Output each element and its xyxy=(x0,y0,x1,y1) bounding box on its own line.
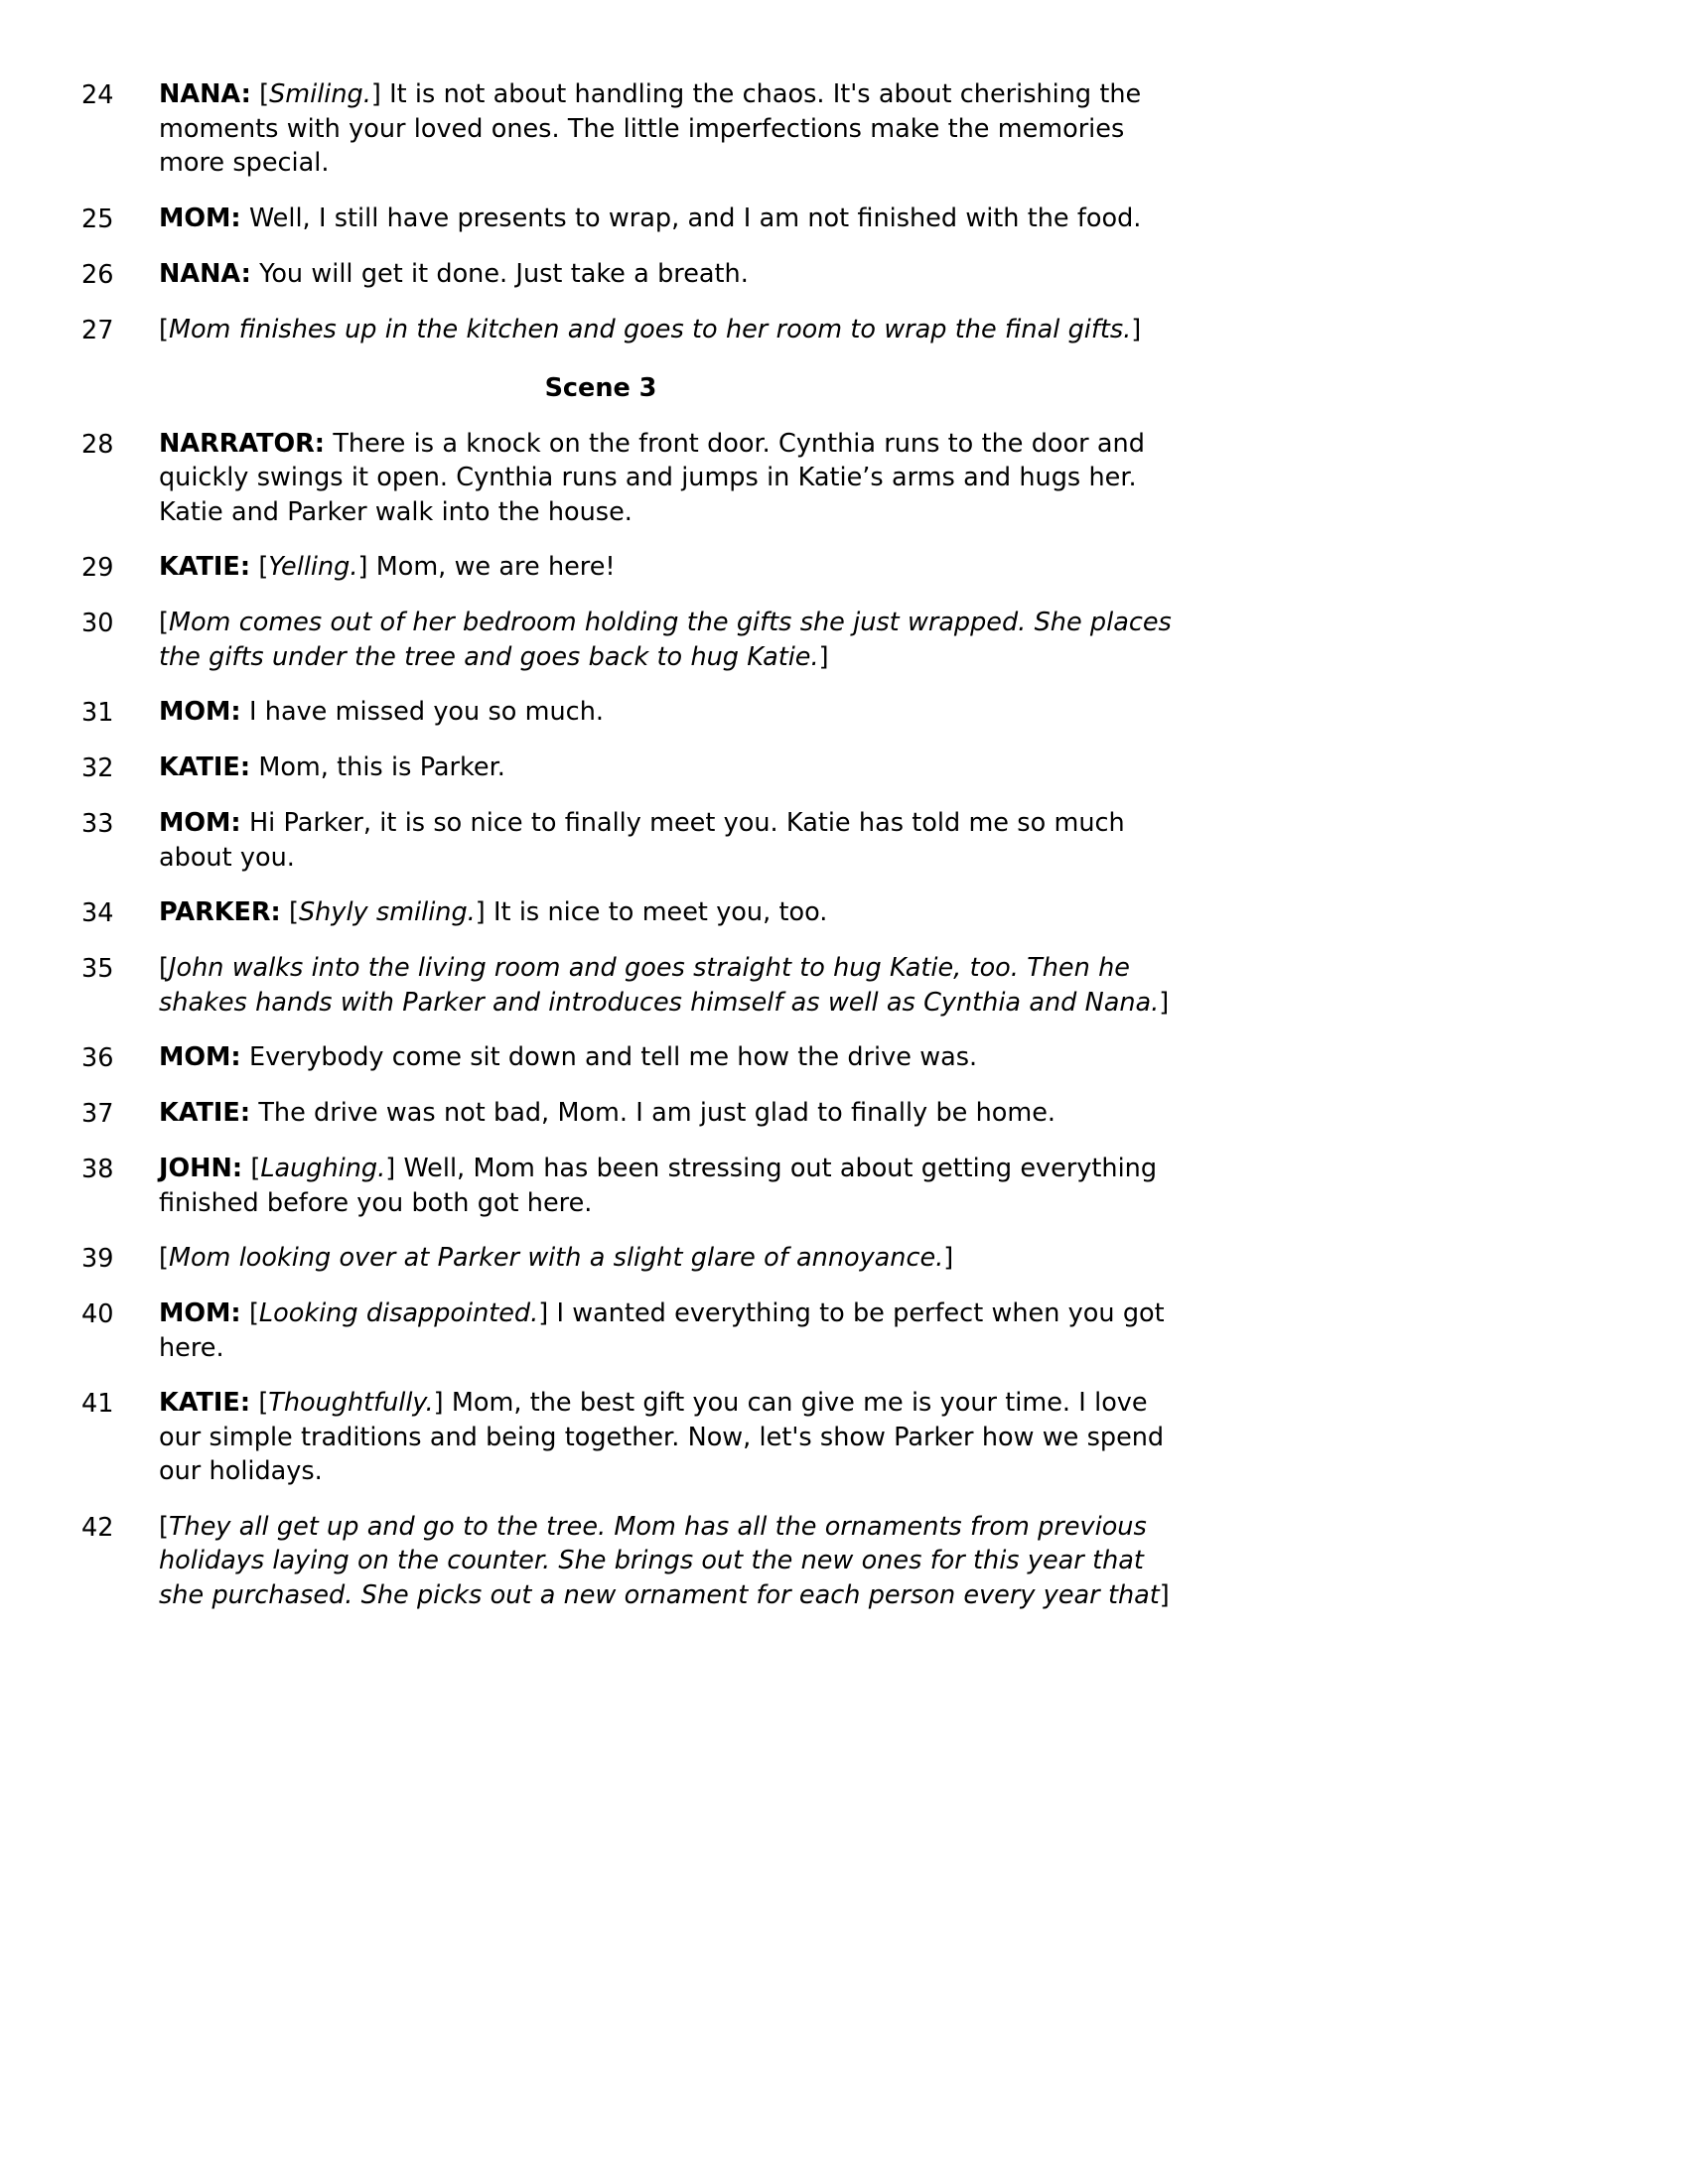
speaker-name: NARRATOR: xyxy=(159,428,326,459)
line-text xyxy=(159,202,1194,236)
close-bracket: ] xyxy=(1131,314,1142,344)
script-line xyxy=(81,606,1194,674)
open-bracket: [ xyxy=(258,1388,269,1418)
line-text xyxy=(159,606,1194,674)
line-number: 31 xyxy=(81,698,114,728)
open-bracket: [ xyxy=(159,1243,169,1273)
acting-direction: Shyly smiling. xyxy=(299,897,476,927)
line-number: 32 xyxy=(81,753,114,783)
line-number: 29 xyxy=(81,553,114,583)
line-text xyxy=(159,550,1194,585)
dialogue-text: It is not about handling the chaos. It's about cherishing the moments with your loved ones. The little imperfections make the memories more special. xyxy=(159,79,1142,178)
line-text xyxy=(159,313,1194,347)
dialogue-text: Mom, we are here! xyxy=(367,552,616,582)
line-text xyxy=(159,951,1194,1020)
script-line xyxy=(81,313,1194,347)
script-line xyxy=(81,1297,1194,1365)
line-number: 24 xyxy=(81,80,114,110)
speaker-name: PARKER: xyxy=(159,897,281,927)
dialogue-text: There is a knock on the front door. Cynthia runs to the door and quickly swings it open. Cynthia runs and jumps in Katie’s arms and hugs her. Katie and Parker walk into the house. xyxy=(159,428,1145,527)
acting-direction: Smiling. xyxy=(269,79,371,109)
speaker-name: MOM: xyxy=(159,203,241,233)
line-number: 26 xyxy=(81,259,114,290)
close-bracket: ] xyxy=(538,1298,549,1328)
line-number: 33 xyxy=(81,809,114,839)
open-bracket: [ xyxy=(248,1298,259,1328)
speaker-name: KATIE: xyxy=(159,1388,251,1418)
scene-heading: Scene 3 xyxy=(544,372,657,403)
script-body xyxy=(81,77,1194,1612)
stage-direction: Mom comes out of her bedroom holding the gifts she just wrapped. She places the gifts under the tree and goes back to hug Katie. xyxy=(159,608,1172,672)
line-number: 30 xyxy=(81,609,114,638)
speaker-name: NANA: xyxy=(159,79,251,109)
line-text xyxy=(159,1241,1194,1276)
script-line xyxy=(81,1096,1194,1131)
dialogue-text: It is nice to meet you, too. xyxy=(485,897,828,927)
line-text xyxy=(159,1040,1194,1075)
line-text xyxy=(159,1096,1194,1131)
acting-direction: Thoughtfully. xyxy=(268,1388,434,1418)
open-bracket: [ xyxy=(159,1511,169,1542)
line-text xyxy=(159,695,1194,730)
acting-direction: Laughing. xyxy=(260,1154,386,1183)
script-line xyxy=(81,806,1194,875)
stage-direction: Mom finishes up in the kitchen and goes to her room to wrap the final gifts. xyxy=(168,314,1132,344)
close-bracket: ] xyxy=(1159,1579,1170,1610)
close-bracket: ] xyxy=(433,1388,444,1418)
script-line xyxy=(81,1510,1194,1613)
dialogue-text: Hi Parker, it is so nice to finally meet you. Katie has told me so much about you. xyxy=(159,808,1125,873)
line-number: 27 xyxy=(81,315,114,345)
close-bracket: ] xyxy=(370,79,381,109)
close-bracket: ] xyxy=(1159,987,1170,1018)
dialogue-text: Mom, this is Parker. xyxy=(258,752,505,782)
speaker-name: KATIE: xyxy=(159,1098,251,1128)
speaker-name: MOM: xyxy=(159,697,241,727)
open-bracket: [ xyxy=(258,552,269,582)
line-number: 38 xyxy=(81,1155,114,1184)
script-line xyxy=(81,77,1194,181)
stage-direction: They all get up and go to the tree. Mom has all the ornaments from previous holidays laying on the counter. She brings out the new ones for this year that she purchased. She picks out a new ornament for each person every year that xyxy=(159,1511,1160,1610)
stage-direction: John walks into the living room and goes straight to hug Katie, too. Then he shakes hands with Parker and introduces himself as well as Cynthia and Nana. xyxy=(159,953,1160,1018)
speaker-name: MOM: xyxy=(159,1042,241,1072)
script-line xyxy=(81,1152,1194,1220)
line-text xyxy=(159,427,1194,530)
line-number: 41 xyxy=(81,1389,114,1419)
script-line xyxy=(81,895,1194,930)
close-bracket: ] xyxy=(357,552,368,582)
line-number: 39 xyxy=(81,1244,114,1274)
speaker-name: JOHN: xyxy=(159,1154,243,1183)
script-line xyxy=(81,751,1194,785)
close-bracket: ] xyxy=(475,897,486,927)
open-bracket: [ xyxy=(259,79,270,109)
script-line xyxy=(81,695,1194,730)
close-bracket: ] xyxy=(818,641,829,672)
line-number: 37 xyxy=(81,1099,114,1129)
line-number: 36 xyxy=(81,1043,114,1073)
script-line xyxy=(81,550,1194,585)
dialogue-text: The drive was not bad, Mom. I am just glad to finally be home. xyxy=(258,1098,1056,1128)
close-bracket: ] xyxy=(385,1154,396,1183)
line-text xyxy=(159,1152,1194,1220)
line-number: 35 xyxy=(81,954,114,984)
script-line xyxy=(81,257,1194,292)
line-number: 34 xyxy=(81,898,114,928)
line-text xyxy=(159,257,1194,292)
line-text xyxy=(159,1297,1194,1365)
line-number: 25 xyxy=(81,204,114,234)
dialogue-text: Well, I still have presents to wrap, and I am not finished with the food. xyxy=(248,203,1142,233)
script-line xyxy=(81,202,1194,236)
line-number: 40 xyxy=(81,1299,114,1329)
line-text xyxy=(159,1386,1194,1489)
dialogue-text: Mom, the best gift you can give me is your time. I love our simple traditions and being together. Now, let's show Parker how we spend our holidays. xyxy=(159,1388,1165,1486)
line-text xyxy=(159,806,1194,875)
dialogue-text: Well, Mom has been stressing out about getting everything finished before you both got here. xyxy=(159,1154,1158,1218)
line-text xyxy=(159,751,1194,785)
script-line xyxy=(81,951,1194,1020)
acting-direction: Yelling. xyxy=(268,552,358,582)
script-line xyxy=(81,1040,1194,1075)
speaker-name: MOM: xyxy=(159,808,241,838)
line-text xyxy=(159,895,1194,930)
dialogue-text: Everybody come sit down and tell me how the drive was. xyxy=(248,1042,978,1072)
dialogue-text: I have missed you so much. xyxy=(248,697,604,727)
line-number: 42 xyxy=(81,1512,114,1543)
speaker-name: NANA: xyxy=(159,258,251,289)
open-bracket: [ xyxy=(159,314,169,344)
speaker-name: KATIE: xyxy=(159,752,251,782)
open-bracket: [ xyxy=(159,608,169,637)
open-bracket: [ xyxy=(289,897,299,927)
speaker-name: KATIE: xyxy=(159,552,251,582)
line-text xyxy=(159,1510,1194,1613)
script-line xyxy=(81,1386,1194,1489)
open-bracket: [ xyxy=(250,1154,261,1183)
dialogue-text: I wanted everything to be perfect when you got here. xyxy=(159,1298,1165,1363)
speaker-name: MOM: xyxy=(159,1298,241,1328)
line-text xyxy=(159,77,1194,181)
dialogue-text: You will get it done. Just take a breath. xyxy=(259,258,749,289)
line-number: 28 xyxy=(81,429,114,460)
script-line xyxy=(81,1241,1194,1276)
stage-direction: Mom looking over at Parker with a slight glare of annoyance. xyxy=(168,1243,944,1273)
script-line xyxy=(81,427,1194,530)
close-bracket: ] xyxy=(943,1243,954,1273)
open-bracket: [ xyxy=(159,953,169,983)
acting-direction: Looking disappointed. xyxy=(258,1298,539,1328)
